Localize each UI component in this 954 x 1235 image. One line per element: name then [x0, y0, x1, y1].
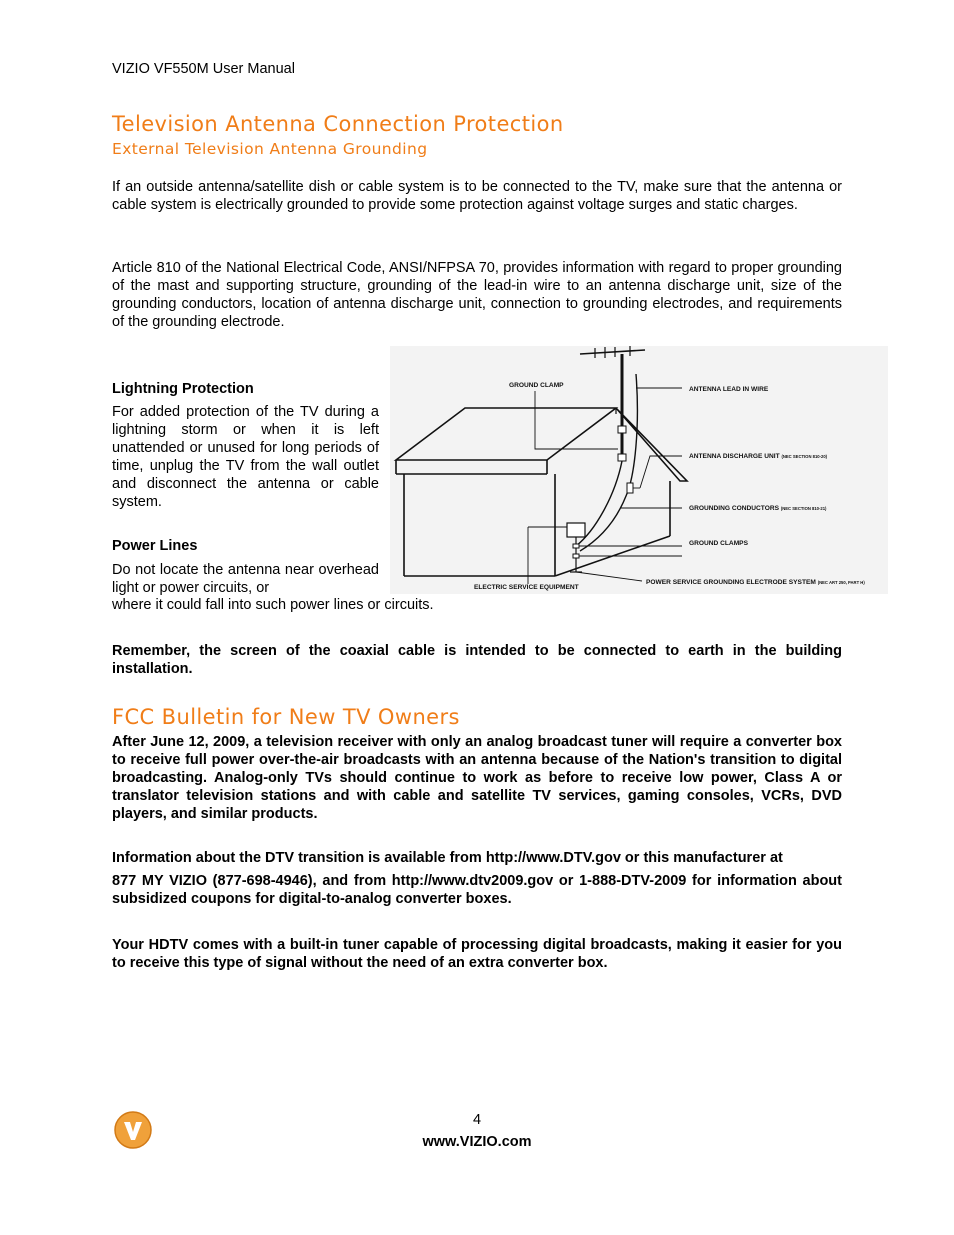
antenna-grounding-diagram — [390, 346, 888, 594]
section-title-antenna-protection: Television Antenna Connection Protection — [112, 112, 564, 136]
roof-shape — [396, 408, 616, 460]
label-antenna-lead: ANTENNA LEAD IN WIRE — [689, 386, 769, 393]
paragraph-dtv-info-line1: Information about the DTV transition is available from http://www.DTV.gov or this manufacturer at — [112, 850, 783, 866]
power-lines-text: Do not locate the antenna near overhead light or power circuits, or — [112, 562, 379, 596]
label-grounding-conductors: GROUNDING CONDUCTORS (NEC SECTION 810-21) — [689, 505, 827, 512]
label-electric-service: ELECTRIC SERVICE EQUIPMENT — [474, 584, 579, 591]
lightning-protection-title: Lightning Protection — [112, 381, 254, 397]
paragraph-coaxial-reminder: Remember, the screen of the coaxial cable is intended to be connected to earth in the building installation. — [112, 643, 842, 677]
label-ground-clamps: GROUND CLAMPS — [689, 540, 748, 547]
paragraph-fcc-analog: After June 12, 2009, a television receiver with only an analog broadcast tuner will require a converter box to receive full power over-the-air broadcasts with an antenna because of the Nation's transition to digital broadcasting. Analog-only TVs should continue to work as before to receive low power, Class A or translator television stations and with cable and satellite TV services, gaming consoles, VCRs, DVD players, and similar products. — [112, 734, 842, 822]
label-ground-clamp: GROUND CLAMP — [509, 382, 564, 389]
antenna-element — [580, 350, 645, 354]
footer-url: www.VIZIO.com — [422, 1134, 532, 1150]
electric-service-box — [567, 523, 585, 537]
paragraph-article-810: Article 810 of the National Electrical Code, ANSI/NFPSA 70, provides information with regard to proper grounding of the mast and supporting structure, grounding of the lead-in wire to an antenna discharge unit, size of the grounding conductors, location of antenna discharge unit, connection to grounding electrodes, and requirements of the grounding electrode. — [112, 260, 842, 330]
page-number: 4 — [472, 1112, 482, 1128]
grounding-illustration — [390, 346, 888, 594]
paragraph-grounding-intro: If an outside antenna/satellite dish or cable system is to be connected to the TV, make sure that the antenna or cable system is electrically grounded to provide some protection against voltage surges and static charges. — [112, 179, 842, 213]
label-power-service: POWER SERVICE GROUNDING ELECTRODE SYSTEM (NEC ART 250, PART H) — [646, 579, 865, 586]
power-lines-text-continued: where it could fall into such power lines or circuits. — [112, 597, 434, 613]
lightning-protection-text: For added protection of the TV during a lightning storm or when it is left unattended or unused for long periods of time, unplug the TV from the wall outlet and disconnect the antenna or cable system. — [112, 404, 379, 510]
paragraph-hdtv-tuner: Your HDTV comes with a built-in tuner capable of processing digital broadcasts, making it easier for you to receive this type of signal without the need of an extra converter box. — [112, 937, 842, 971]
roof-gable — [616, 408, 687, 481]
document-header: VIZIO VF550M User Manual — [112, 61, 295, 77]
section-title-fcc-bulletin: FCC Bulletin for New TV Owners — [112, 705, 460, 729]
paragraph-dtv-info-rest: 877 MY VIZIO (877-698-4946), and from http://www.dtv2009.gov or 1-888-DTV-2009 for information about subsidized coupons for digital-to-analog converter boxes. — [112, 873, 842, 907]
subsection-title-antenna-grounding: External Television Antenna Grounding — [112, 140, 428, 158]
discharge-unit-shape — [627, 483, 633, 493]
label-discharge-unit: ANTENNA DISCHARGE UNIT (NEC SECTION 810-20) — [689, 453, 828, 460]
power-lines-title: Power Lines — [112, 538, 198, 554]
lead-in-wire — [580, 374, 637, 551]
